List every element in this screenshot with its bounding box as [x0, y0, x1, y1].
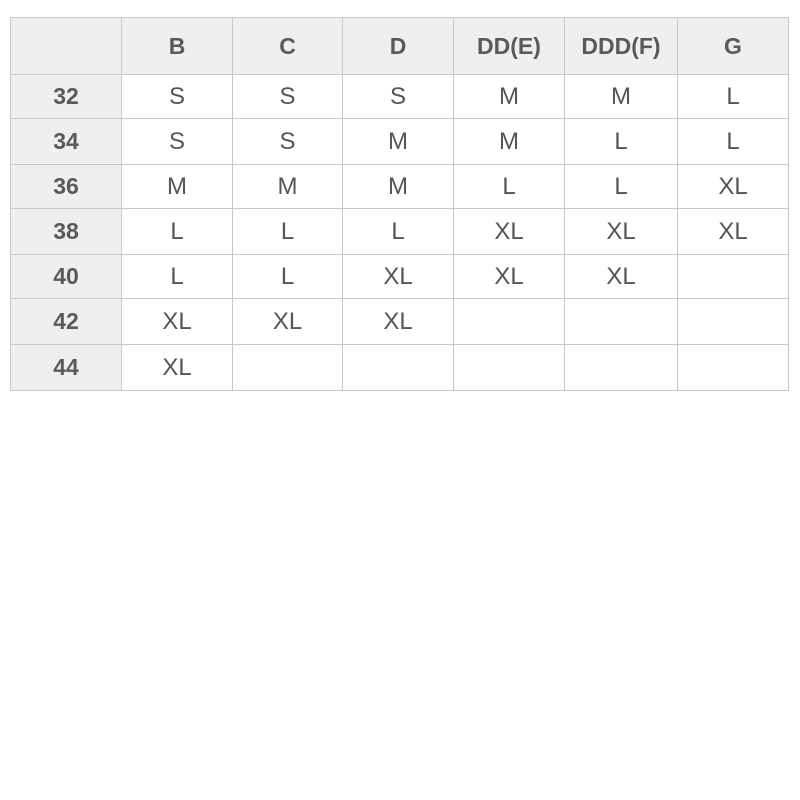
size-cell [454, 299, 565, 345]
table-row [11, 209, 789, 255]
size-cell: M [454, 119, 565, 165]
size-cell: S [233, 75, 343, 119]
size-chart-table [10, 17, 789, 391]
size-cell [454, 345, 565, 391]
table-row [11, 119, 789, 165]
size-cell: XL [678, 209, 789, 255]
table-row [11, 255, 789, 299]
size-cell: S [122, 75, 233, 119]
size-cell [678, 345, 789, 391]
row-header: 42 [11, 299, 122, 345]
table-row [11, 75, 789, 119]
table-row [11, 165, 789, 209]
corner-cell [11, 18, 122, 75]
table-row [11, 345, 789, 391]
size-cell: S [122, 119, 233, 165]
column-header: DDD(F) [565, 18, 678, 75]
size-cell: XL [565, 255, 678, 299]
column-header: B [122, 18, 233, 75]
size-cell: M [454, 75, 565, 119]
size-cell: XL [678, 165, 789, 209]
size-cell: XL [454, 209, 565, 255]
size-cell: XL [454, 255, 565, 299]
size-cell: M [343, 165, 454, 209]
header-row [11, 18, 789, 75]
column-header: DD(E) [454, 18, 565, 75]
column-header: G [678, 18, 789, 75]
size-cell [678, 299, 789, 345]
column-header: D [343, 18, 454, 75]
size-cell [565, 299, 678, 345]
size-cell: L [454, 165, 565, 209]
size-cell: XL [565, 209, 678, 255]
size-cell: L [678, 75, 789, 119]
size-cell [565, 345, 678, 391]
size-cell: XL [233, 299, 343, 345]
size-cell: L [122, 209, 233, 255]
size-cell: L [343, 209, 454, 255]
size-cell: M [122, 165, 233, 209]
size-cell: L [565, 119, 678, 165]
row-header: 32 [11, 75, 122, 119]
table-header [11, 18, 789, 75]
size-cell: L [233, 255, 343, 299]
size-cell: S [233, 119, 343, 165]
size-cell [678, 255, 789, 299]
row-header: 38 [11, 209, 122, 255]
size-cell: L [565, 165, 678, 209]
row-header: 34 [11, 119, 122, 165]
size-cell: L [122, 255, 233, 299]
table-row [11, 299, 789, 345]
size-cell: M [565, 75, 678, 119]
row-header: 44 [11, 345, 122, 391]
size-cell: M [233, 165, 343, 209]
column-header: C [233, 18, 343, 75]
size-cell: XL [122, 345, 233, 391]
table-body [11, 75, 789, 391]
size-cell: M [343, 119, 454, 165]
size-cell: L [678, 119, 789, 165]
size-cell [343, 345, 454, 391]
row-header: 40 [11, 255, 122, 299]
size-cell: XL [343, 299, 454, 345]
size-cell [233, 345, 343, 391]
size-cell: XL [343, 255, 454, 299]
size-cell: XL [122, 299, 233, 345]
size-cell: S [343, 75, 454, 119]
row-header: 36 [11, 165, 122, 209]
size-cell: L [233, 209, 343, 255]
